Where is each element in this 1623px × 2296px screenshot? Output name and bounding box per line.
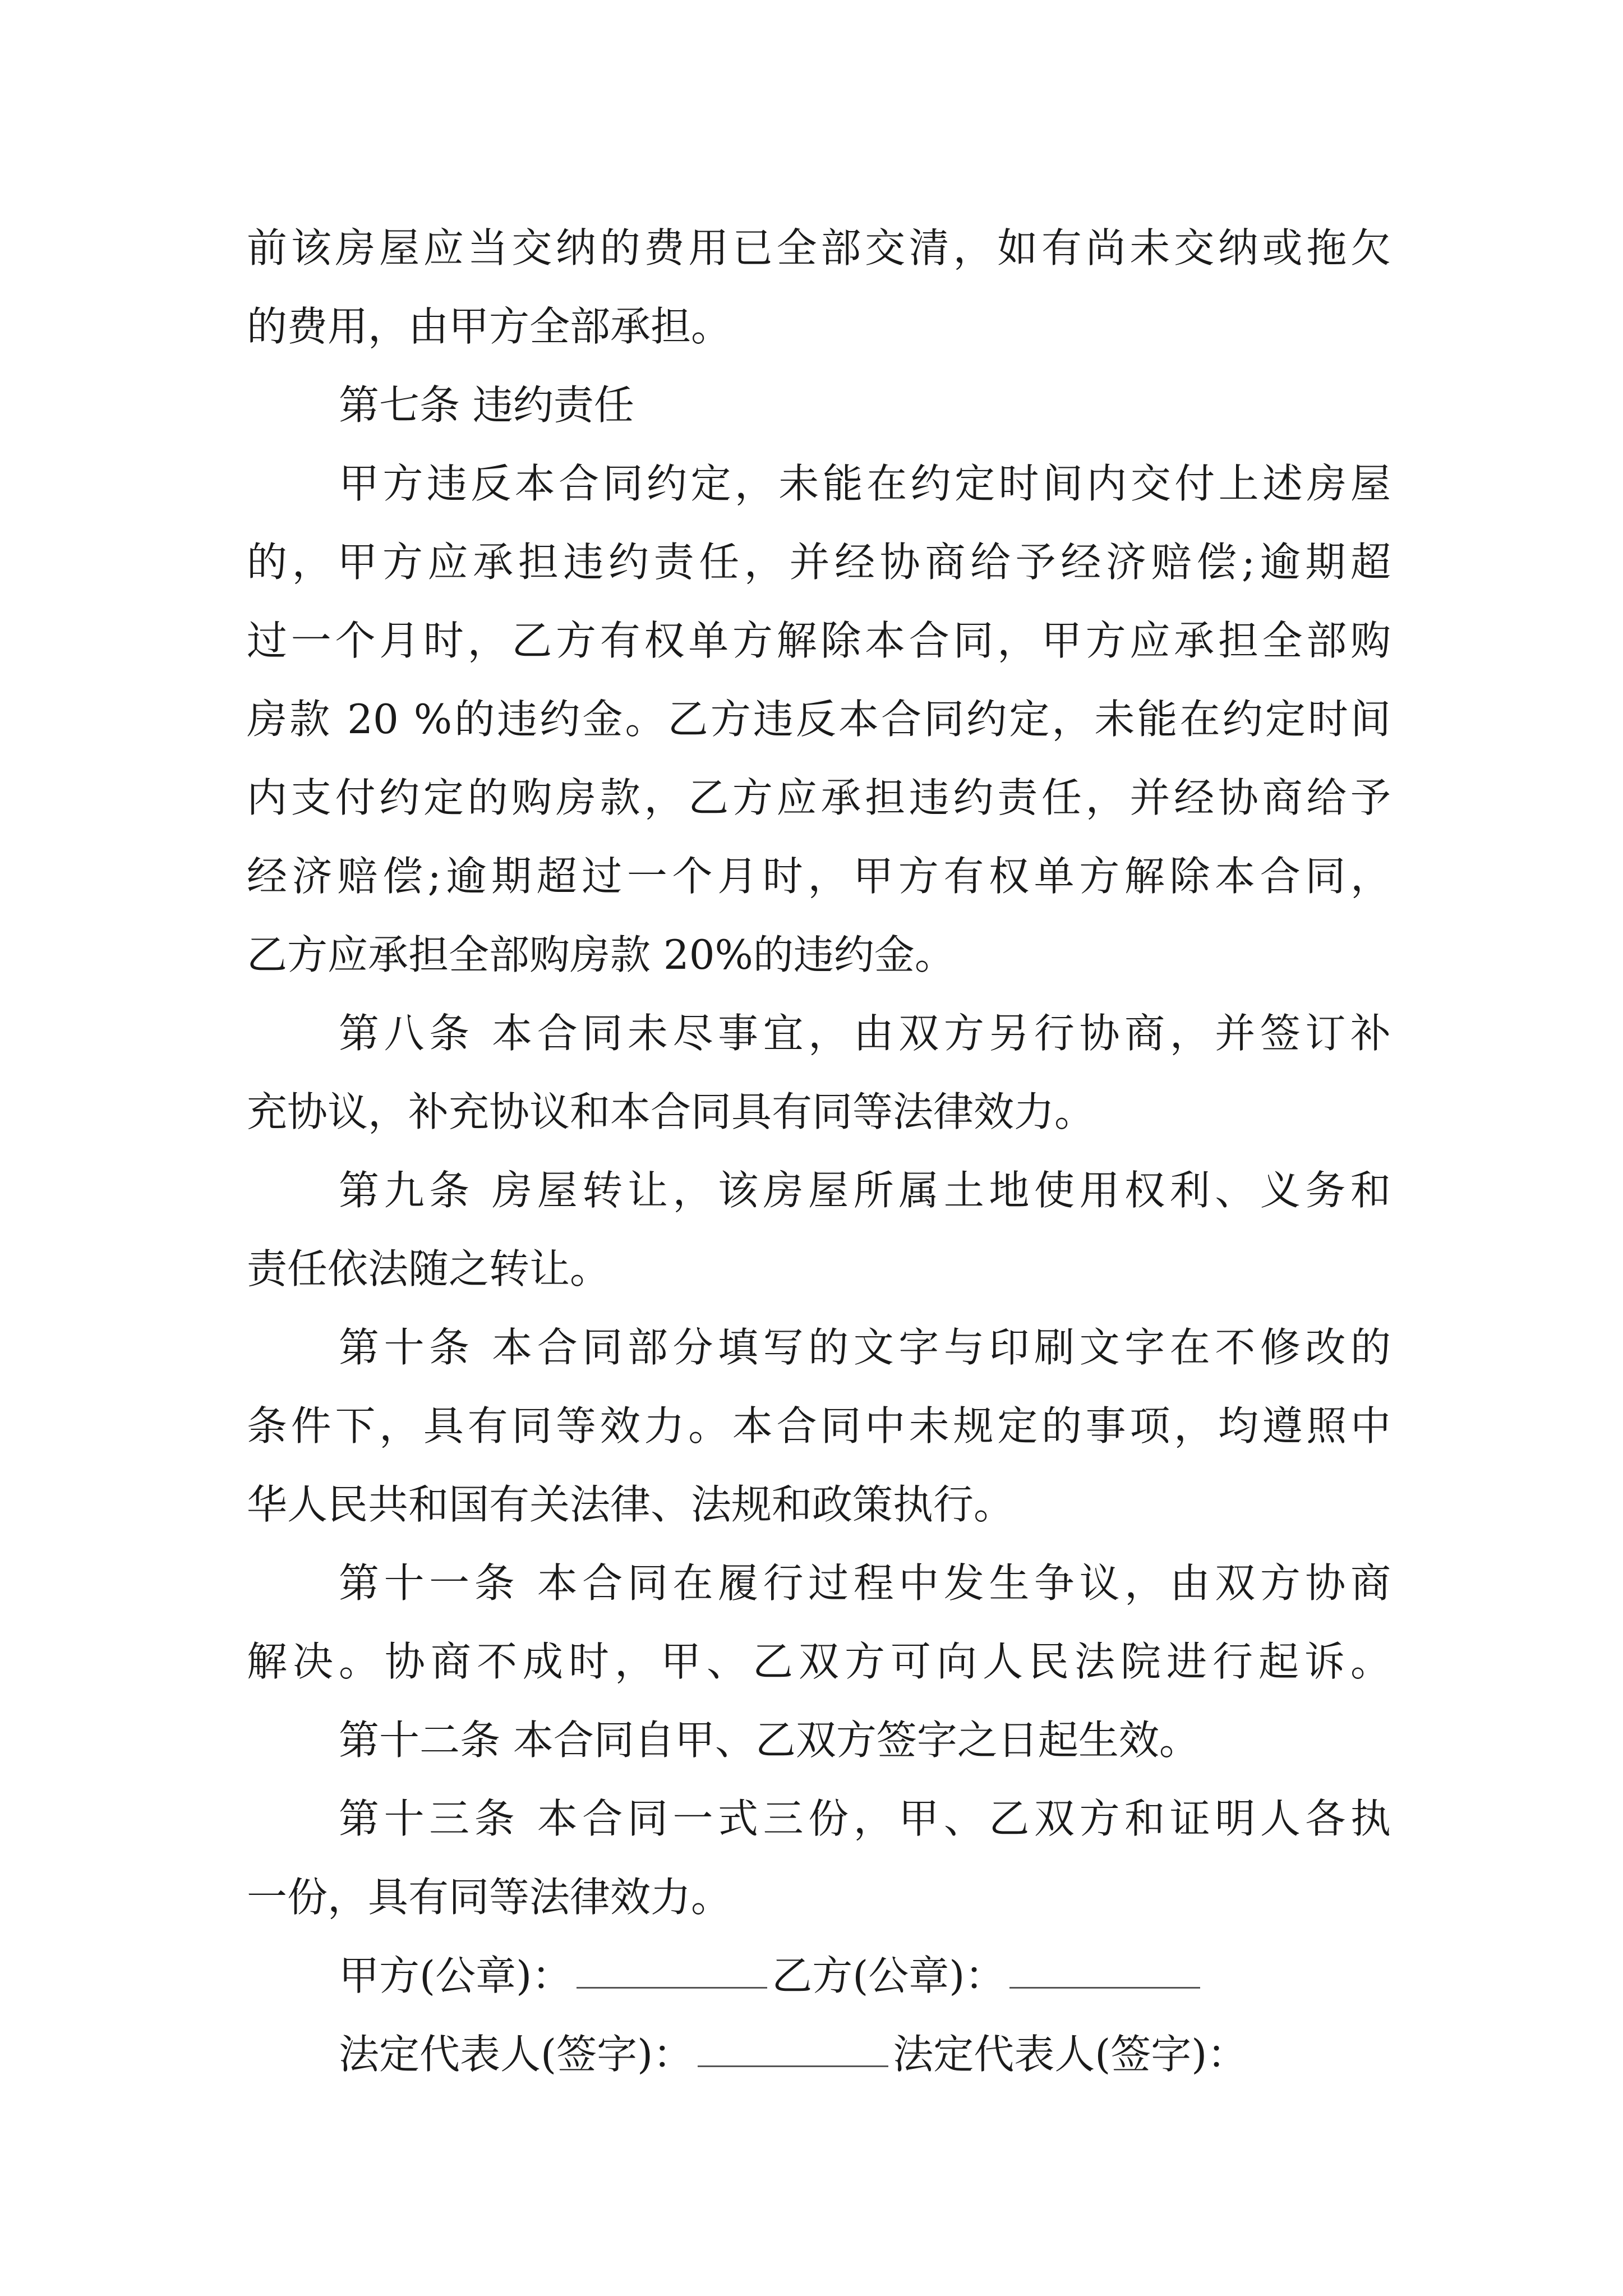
representative-row — [339, 2026, 1247, 2082]
text-line: 过一个月时，乙方有权单方解除本合同，甲方应承担全部购 — [247, 617, 1391, 664]
text-line: 房款 20 %的违约金。乙方违反本合同约定，未能在约定时间 — [247, 696, 1391, 743]
text-line: 责任依法随之转让。 — [247, 1245, 611, 1292]
party-b-seal-field[interactable] — [1009, 1948, 1200, 1989]
text-line: 甲方违反本合同约定，未能在约定时间内交付上述房屋 — [339, 460, 1391, 507]
text-line: 第十三条 本合同一式三份，甲、乙双方和证明人各执 — [339, 1795, 1391, 1842]
text-line: 解决。协商不成时，甲、乙双方可向人民法院进行起诉。 — [247, 1638, 1391, 1685]
text-line: 第九条 房屋转让，该房屋所属土地使用权利、义务和 — [339, 1167, 1391, 1214]
text-line: 前该房屋应当交纳的费用已全部交清，如有尚未交纳或拖欠 — [247, 224, 1391, 272]
party-b-seal-label: 乙方(公章)： — [772, 1952, 1006, 1999]
seal-row — [339, 1948, 1205, 2004]
text-line: 第十条 本合同部分填写的文字与印刷文字在不修改的 — [339, 1324, 1391, 1371]
party-a-seal-label: 甲方(公章)： — [339, 1952, 573, 1999]
text-line: 经济赔偿;逾期超过一个月时，甲方有权单方解除本合同， — [247, 853, 1391, 900]
text-line: 第八条 本合同未尽事宜，由双方另行协商，并签订补 — [339, 1010, 1391, 1057]
text-line: 的费用，由甲方全部承担。 — [247, 303, 732, 350]
text-line: 第十二条 本合同自甲、乙双方签字之日起生效。 — [339, 1717, 1200, 1764]
text-line: 的，甲方应承担违约责任，并经协商给予经济赔偿;逾期超 — [247, 539, 1391, 586]
party-a-rep-field[interactable] — [698, 2026, 888, 2067]
text-line: 乙方应承担全部购房款 20%的违约金。 — [247, 931, 955, 978]
text-line: 充协议，补充协议和本合同具有同等法律效力。 — [247, 1088, 1095, 1135]
text-line: 条件下，具有同等效力。本合同中未规定的事项，均遵照中 — [247, 1402, 1391, 1450]
text-line: 第十一条 本合同在履行过程中发生争议，由双方协商 — [339, 1559, 1391, 1607]
text-line: 内支付约定的购房款，乙方应承担违约责任，并经协商给予 — [247, 774, 1391, 821]
text-line: 华人民共和国有关法律、法规和政策执行。 — [247, 1481, 1015, 1528]
article-heading: 第七条 违约责任 — [339, 381, 634, 429]
text-line: 一份，具有同等法律效力。 — [247, 1874, 732, 1921]
party-b-rep-label: 法定代表人(签字)： — [893, 2031, 1248, 2078]
party-a-seal-field[interactable] — [577, 1948, 767, 1989]
party-a-rep-label: 法定代表人(签字)： — [339, 2031, 694, 2078]
